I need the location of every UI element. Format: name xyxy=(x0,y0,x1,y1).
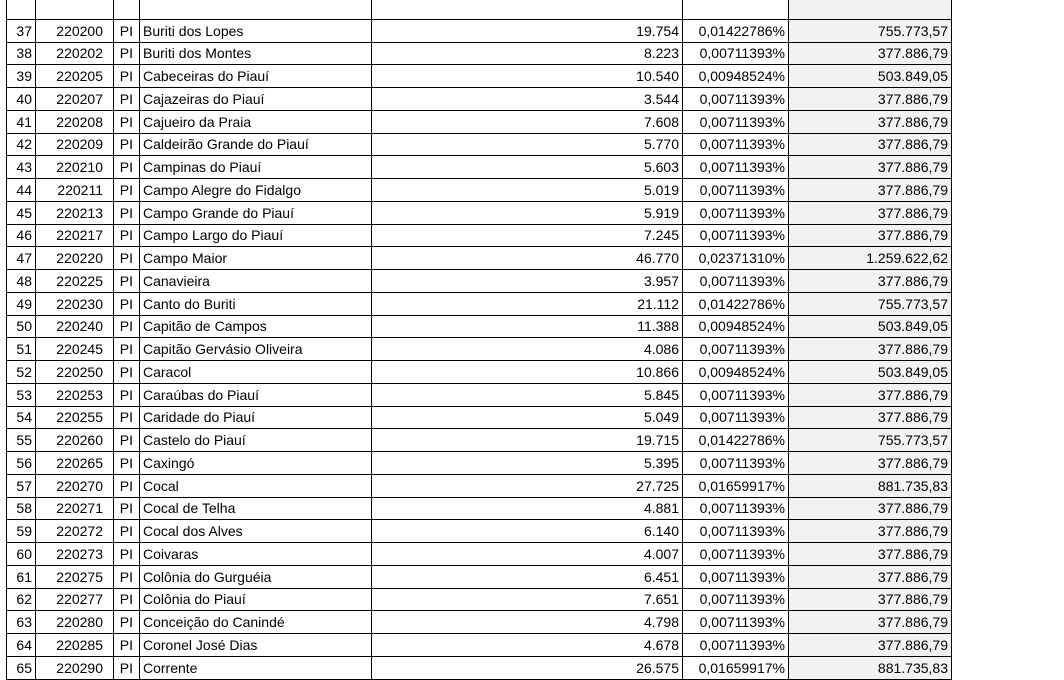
population-cell: 19.715 xyxy=(372,429,683,452)
state-cell: PI xyxy=(114,497,140,520)
population-cell: 5.770 xyxy=(372,133,683,156)
municipality-name-cell: Caxingó xyxy=(140,452,372,475)
percentage-cell: 0,00711393% xyxy=(683,565,789,588)
row-number-cell: 42 xyxy=(7,133,36,156)
amount-cell: 377.886,79 xyxy=(789,406,952,429)
amount-cell: 503.849,05 xyxy=(789,65,952,88)
table-row xyxy=(7,565,952,588)
municipality-name-cell: Caracol xyxy=(140,361,372,384)
ibge-code-cell: 220202 xyxy=(36,42,114,65)
municipality-name-cell: Coronel José Dias xyxy=(140,634,372,657)
population-cell: 4.678 xyxy=(372,634,683,657)
population-cell: 6.140 xyxy=(372,520,683,543)
row-number-cell: 65 xyxy=(7,656,36,679)
amount-cell: 377.886,79 xyxy=(789,179,952,202)
table-row xyxy=(7,42,952,65)
percentage-cell: 0,00711393% xyxy=(683,133,789,156)
table-row xyxy=(7,588,952,611)
amount-cell: 377.886,79 xyxy=(789,110,952,133)
table-row xyxy=(7,520,952,543)
municipality-name-cell: Coivaras xyxy=(140,543,372,566)
row-number-cell: 45 xyxy=(7,201,36,224)
row-number-cell: 50 xyxy=(7,315,36,338)
table-row xyxy=(7,156,952,179)
municipality-name-cell: Buriti dos Montes xyxy=(140,42,372,65)
ibge-code-cell: 220255 xyxy=(36,406,114,429)
state-cell: PI xyxy=(114,247,140,270)
row-number-cell: 57 xyxy=(7,474,36,497)
municipality-name-cell: Buriti dos Lopes xyxy=(140,19,372,42)
municipality-name-cell: Campo Alegre do Fidalgo xyxy=(140,179,372,202)
percentage-cell: 0,00711393% xyxy=(683,201,789,224)
population-cell: 11.388 xyxy=(372,315,683,338)
municipality-name-cell: Campinas do Piauí xyxy=(140,156,372,179)
population-cell: 4.086 xyxy=(372,338,683,361)
population-cell: 3.544 xyxy=(372,88,683,111)
population-cell: 8.223 xyxy=(372,42,683,65)
amount-cell: 377.886,79 xyxy=(789,156,952,179)
municipality-name-cell: Conceição do Canindé xyxy=(140,611,372,634)
state-cell: PI xyxy=(114,361,140,384)
municipality-table xyxy=(6,0,952,680)
amount-cell: 377.886,79 xyxy=(789,133,952,156)
amount-cell: 755.773,57 xyxy=(789,429,952,452)
state-cell: PI xyxy=(114,156,140,179)
ibge-code-cell: 220277 xyxy=(36,588,114,611)
state-cell: PI xyxy=(114,110,140,133)
percentage-cell: 0,01422786% xyxy=(683,429,789,452)
percentage-cell: 0,01422786% xyxy=(683,19,789,42)
municipality-name-cell: Caridade do Piauí xyxy=(140,406,372,429)
population-cell: 21.112 xyxy=(372,292,683,315)
percentage-cell: 0,00711393% xyxy=(683,156,789,179)
municipality-name-cell: Campo Maior xyxy=(140,247,372,270)
table-row xyxy=(7,133,952,156)
population-cell: 4.881 xyxy=(372,497,683,520)
ibge-code-cell: 220253 xyxy=(36,383,114,406)
ibge-code-cell: 220270 xyxy=(36,474,114,497)
population-cell: 7.245 xyxy=(372,224,683,247)
ibge-code-cell: 220210 xyxy=(36,156,114,179)
table-row xyxy=(7,452,952,475)
population-cell: 4.798 xyxy=(372,611,683,634)
row-number-cell: 61 xyxy=(7,565,36,588)
percentage-cell: 0,00948524% xyxy=(683,315,789,338)
state-cell: PI xyxy=(114,383,140,406)
ibge-code-cell: 220220 xyxy=(36,247,114,270)
ibge-code-cell: 220272 xyxy=(36,520,114,543)
amount-cell: 377.886,79 xyxy=(789,497,952,520)
state-cell: PI xyxy=(114,65,140,88)
population-cell: 5.919 xyxy=(372,201,683,224)
state-cell: PI xyxy=(114,19,140,42)
state-cell: PI xyxy=(114,656,140,679)
state-cell: PI xyxy=(114,429,140,452)
population-cell: 3.957 xyxy=(372,270,683,293)
percentage-cell: 0,00711393% xyxy=(683,42,789,65)
percentage-cell: 0,00711393% xyxy=(683,452,789,475)
table-row xyxy=(7,497,952,520)
state-cell: PI xyxy=(114,543,140,566)
population-cell: 26.575 xyxy=(372,656,683,679)
population-cell: 6.451 xyxy=(372,565,683,588)
ibge-code-cell: 220200 xyxy=(36,19,114,42)
state-cell: PI xyxy=(114,611,140,634)
population-cell: 7.651 xyxy=(372,588,683,611)
row-number-cell: 43 xyxy=(7,156,36,179)
table-row xyxy=(7,543,952,566)
table-row xyxy=(7,88,952,111)
state-cell: PI xyxy=(114,224,140,247)
percentage-cell: 0,00948524% xyxy=(683,65,789,88)
population-cell: 46.770 xyxy=(372,247,683,270)
ibge-code-cell: 220265 xyxy=(36,452,114,475)
amount-cell: 377.886,79 xyxy=(789,565,952,588)
amount-cell: 377.886,79 xyxy=(789,543,952,566)
row-number-cell: 47 xyxy=(7,247,36,270)
amount-cell: 377.886,79 xyxy=(789,383,952,406)
ibge-code-cell: 220217 xyxy=(36,224,114,247)
amount-cell: 503.849,05 xyxy=(789,315,952,338)
ibge-code-cell: 220240 xyxy=(36,315,114,338)
state-cell: PI xyxy=(114,520,140,543)
row-number-cell: 49 xyxy=(7,292,36,315)
percentage-cell: 0,00711393% xyxy=(683,543,789,566)
population-cell: 5.019 xyxy=(372,179,683,202)
municipality-name-cell: Canto do Buriti xyxy=(140,292,372,315)
table-row xyxy=(7,338,952,361)
state-cell: PI xyxy=(114,474,140,497)
table-row xyxy=(7,634,952,657)
municipality-name-cell: Cajazeiras do Piauí xyxy=(140,88,372,111)
table-row xyxy=(7,247,952,270)
amount-cell: 377.886,79 xyxy=(789,270,952,293)
table-row xyxy=(7,224,952,247)
amount-cell: 377.886,79 xyxy=(789,42,952,65)
state-cell: PI xyxy=(114,201,140,224)
percentage-cell: 0,00711393% xyxy=(683,611,789,634)
percentage-cell: 0,02371310% xyxy=(683,247,789,270)
row-number-cell: 53 xyxy=(7,383,36,406)
population-cell: 4.007 xyxy=(372,543,683,566)
table-row xyxy=(7,361,952,384)
ibge-code-cell: 220290 xyxy=(36,656,114,679)
ibge-code-cell: 220209 xyxy=(36,133,114,156)
table-row xyxy=(7,315,952,338)
state-cell: PI xyxy=(114,42,140,65)
table-row xyxy=(7,406,952,429)
population-cell: 5.049 xyxy=(372,406,683,429)
table-row xyxy=(7,383,952,406)
ibge-code-cell: 220207 xyxy=(36,88,114,111)
amount-cell: 881.735,83 xyxy=(789,656,952,679)
ibge-code-cell: 220260 xyxy=(36,429,114,452)
percentage-cell: 0,00711393% xyxy=(683,110,789,133)
row-number-cell: 39 xyxy=(7,65,36,88)
amount-cell: 377.886,79 xyxy=(789,634,952,657)
population-cell: 10.866 xyxy=(372,361,683,384)
population-cell: 10.540 xyxy=(372,65,683,88)
ibge-code-cell: 220273 xyxy=(36,543,114,566)
municipality-name-cell: Cocal xyxy=(140,474,372,497)
municipality-name-cell: Caraúbas do Piauí xyxy=(140,383,372,406)
ibge-code-cell: 220230 xyxy=(36,292,114,315)
state-cell: PI xyxy=(114,270,140,293)
ibge-code-cell: 220205 xyxy=(36,65,114,88)
population-cell: 5.603 xyxy=(372,156,683,179)
percentage-cell: 0,00711393% xyxy=(683,634,789,657)
percentage-cell: 0,01659917% xyxy=(683,474,789,497)
municipality-name-cell: Corrente xyxy=(140,656,372,679)
percentage-cell: 0,00948524% xyxy=(683,361,789,384)
amount-cell: 755.773,57 xyxy=(789,292,952,315)
table-row xyxy=(7,110,952,133)
state-cell: PI xyxy=(114,338,140,361)
amount-cell: 377.886,79 xyxy=(789,88,952,111)
state-cell: PI xyxy=(114,292,140,315)
table-row xyxy=(7,292,952,315)
municipality-name-cell: Cabeceiras do Piauí xyxy=(140,65,372,88)
row-number-cell: 64 xyxy=(7,634,36,657)
ibge-code-cell: 220245 xyxy=(36,338,114,361)
ibge-code-cell: 220225 xyxy=(36,270,114,293)
row-number-cell: 52 xyxy=(7,361,36,384)
state-cell: PI xyxy=(114,406,140,429)
row-number-cell: 56 xyxy=(7,452,36,475)
population-cell: 27.725 xyxy=(372,474,683,497)
table-row xyxy=(7,611,952,634)
percentage-cell: 0,00711393% xyxy=(683,270,789,293)
table-row xyxy=(7,270,952,293)
row-number-cell: 46 xyxy=(7,224,36,247)
amount-cell: 503.849,05 xyxy=(789,361,952,384)
ibge-code-cell: 220280 xyxy=(36,611,114,634)
table-row xyxy=(7,656,952,679)
row-number-cell: 58 xyxy=(7,497,36,520)
ibge-code-cell: 220211 xyxy=(36,179,114,202)
percentage-cell: 0,00711393% xyxy=(683,224,789,247)
municipality-name-cell: Caldeirão Grande do Piauí xyxy=(140,133,372,156)
municipality-name-cell: Capitão de Campos xyxy=(140,315,372,338)
municipality-name-cell: Canavieira xyxy=(140,270,372,293)
amount-cell: 377.886,79 xyxy=(789,452,952,475)
amount-cell: 377.886,79 xyxy=(789,201,952,224)
municipality-name-cell: Colônia do Piauí xyxy=(140,588,372,611)
percentage-cell: 0,00711393% xyxy=(683,520,789,543)
ibge-code-cell: 220208 xyxy=(36,110,114,133)
row-number-cell: 37 xyxy=(7,19,36,42)
ibge-code-cell: 220213 xyxy=(36,201,114,224)
population-cell: 19.754 xyxy=(372,19,683,42)
amount-cell: 377.886,79 xyxy=(789,588,952,611)
clipped-previous-row xyxy=(7,0,952,19)
percentage-cell: 0,00711393% xyxy=(683,88,789,111)
row-number-cell: 48 xyxy=(7,270,36,293)
row-number-cell: 51 xyxy=(7,338,36,361)
population-cell: 5.395 xyxy=(372,452,683,475)
ibge-code-cell: 220275 xyxy=(36,565,114,588)
municipality-name-cell: Cocal de Telha xyxy=(140,497,372,520)
row-number-cell: 40 xyxy=(7,88,36,111)
ibge-code-cell: 220285 xyxy=(36,634,114,657)
state-cell: PI xyxy=(114,634,140,657)
percentage-cell: 0,01659917% xyxy=(683,656,789,679)
municipality-name-cell: Castelo do Piauí xyxy=(140,429,372,452)
percentage-cell: 0,00711393% xyxy=(683,338,789,361)
state-cell: PI xyxy=(114,133,140,156)
ibge-code-cell: 220250 xyxy=(36,361,114,384)
table-row xyxy=(7,65,952,88)
state-cell: PI xyxy=(114,88,140,111)
percentage-cell: 0,01422786% xyxy=(683,292,789,315)
percentage-cell: 0,00711393% xyxy=(683,406,789,429)
row-number-cell: 55 xyxy=(7,429,36,452)
table-row xyxy=(7,429,952,452)
row-number-cell: 38 xyxy=(7,42,36,65)
amount-cell: 377.886,79 xyxy=(789,338,952,361)
row-number-cell: 62 xyxy=(7,588,36,611)
municipality-name-cell: Cajueiro da Praia xyxy=(140,110,372,133)
state-cell: PI xyxy=(114,179,140,202)
row-number-cell: 44 xyxy=(7,179,36,202)
percentage-cell: 0,00711393% xyxy=(683,588,789,611)
percentage-cell: 0,00711393% xyxy=(683,179,789,202)
table-row xyxy=(7,179,952,202)
amount-cell: 377.886,79 xyxy=(789,611,952,634)
municipality-name-cell: Campo Grande do Piauí xyxy=(140,201,372,224)
table-row xyxy=(7,201,952,224)
state-cell: PI xyxy=(114,565,140,588)
row-number-cell: 63 xyxy=(7,611,36,634)
amount-cell: 377.886,79 xyxy=(789,520,952,543)
state-cell: PI xyxy=(114,315,140,338)
row-number-cell: 59 xyxy=(7,520,36,543)
amount-cell: 755.773,57 xyxy=(789,19,952,42)
amount-cell: 1.259.622,62 xyxy=(789,247,952,270)
amount-cell: 881.735,83 xyxy=(789,474,952,497)
percentage-cell: 0,00711393% xyxy=(683,497,789,520)
state-cell: PI xyxy=(114,452,140,475)
table-row xyxy=(7,19,952,42)
municipality-name-cell: Cocal dos Alves xyxy=(140,520,372,543)
row-number-cell: 54 xyxy=(7,406,36,429)
population-cell: 7.608 xyxy=(372,110,683,133)
population-cell: 5.845 xyxy=(372,383,683,406)
percentage-cell: 0,00711393% xyxy=(683,383,789,406)
table-row xyxy=(7,474,952,497)
state-cell: PI xyxy=(114,588,140,611)
ibge-code-cell: 220271 xyxy=(36,497,114,520)
row-number-cell: 41 xyxy=(7,110,36,133)
municipality-name-cell: Campo Largo do Piauí xyxy=(140,224,372,247)
amount-cell: 377.886,79 xyxy=(789,224,952,247)
municipality-name-cell: Capitão Gervásio Oliveira xyxy=(140,338,372,361)
municipality-name-cell: Colônia do Gurguéia xyxy=(140,565,372,588)
row-number-cell: 60 xyxy=(7,543,36,566)
